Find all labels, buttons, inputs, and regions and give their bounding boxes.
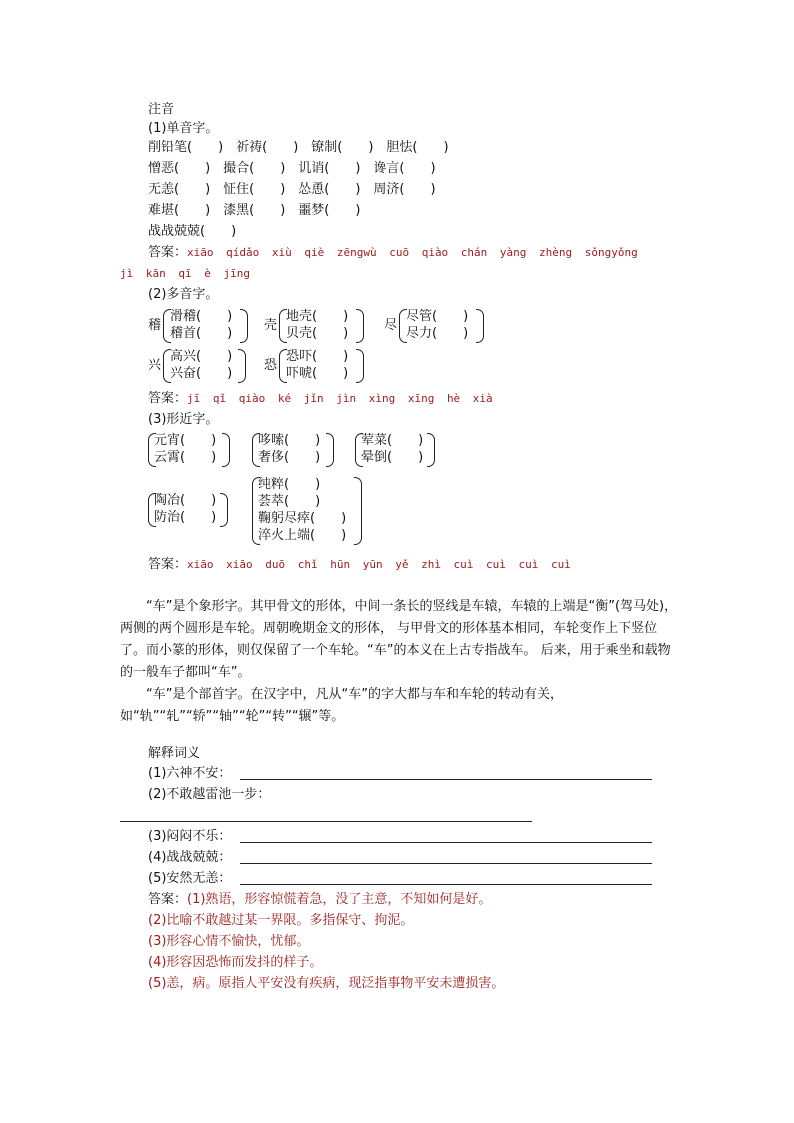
- right-brace: [240, 309, 248, 343]
- poly-item: 贝壳( ): [286, 326, 349, 341]
- single-answer: [148, 245, 638, 261]
- answer-blank-line[interactable]: [120, 821, 532, 822]
- answer-label: 答案：: [148, 557, 188, 572]
- poly-char: 壳: [264, 318, 278, 333]
- poly-item: 尽力( ): [406, 326, 469, 341]
- right-brace: [222, 433, 230, 467]
- section-title-pronunciation: 注音: [148, 102, 175, 117]
- poly-item: 尽管( ): [406, 309, 469, 324]
- section-title-definitions: 解释词义: [148, 746, 201, 761]
- single-row-5: 战战兢兢( ): [148, 224, 237, 239]
- answer-blank-line[interactable]: [240, 842, 652, 843]
- right-brace: [238, 349, 246, 383]
- poly-answer-text: jī qǐ qiào ké jǐn jìn xìng xīng hè xià: [187, 392, 493, 405]
- right-brace: [326, 433, 334, 467]
- shape-item: 鞠躬尽瘁( ): [258, 511, 347, 526]
- definition-item-5: (5)安然无恙：: [148, 871, 232, 886]
- reading-paragraph-1: “车”是个象形字。其甲骨文的形体，中间一条长的竖线是车辕，车辕的上端是“衡”(驾马处)，两侧的两个圆形是车轮。周朝晚期金文的形体， 与甲骨文的形体基本相同，车轮变作上下竖位了。而小篆的形体，则仅保留了一个车轮。“车”的本义在上古专指战车。 后来，用于乘坐和载物的一般车子都叫“车”。: [120, 599, 678, 680]
- shape-group-1: [148, 433, 230, 467]
- poly-item: 滑稽( ): [170, 309, 233, 324]
- right-brace: [356, 349, 364, 383]
- answer-label: 答案：: [148, 391, 188, 406]
- definition-item-1: (1)六神不安：: [148, 766, 232, 781]
- answer-blank-line[interactable]: [240, 779, 652, 780]
- poly-item: 兴奋( ): [170, 366, 233, 381]
- shape-group-5: [252, 477, 362, 545]
- poly-char: 恐: [264, 358, 278, 373]
- poly-group-jin: [384, 309, 484, 343]
- single-row-4: 难堪( ) 漆黑( ) 噩梦( ): [148, 203, 361, 218]
- shape-group-2: [252, 433, 334, 467]
- right-brace: [476, 309, 484, 343]
- right-brace: [427, 433, 435, 467]
- single-row-1: 削铅笔( ) 祈祷( ) 镣制( ) 胆怯( ): [148, 140, 449, 155]
- single-heading: (1)单音字。: [148, 121, 219, 136]
- single-answer-line2: jì kān qī è jīng: [120, 267, 250, 280]
- answer-label: 答案：: [148, 245, 188, 260]
- single-answer-line1: xiāo qídǎo xiù qiè zēngwù cuō qiào chán yàng zhèng sǒngyǒng: [187, 246, 638, 259]
- definition-answer-text: (1)熟语，形容惊慌着急，没了主意，不知如何是好。: [187, 892, 492, 907]
- shape-item: 防治( ): [154, 510, 217, 525]
- shape-item: 陶冶( ): [154, 493, 217, 508]
- poly-item: 吓唬( ): [286, 366, 349, 381]
- shape-item: 晕倒( ): [361, 450, 424, 465]
- poly-group-xing: [148, 349, 246, 383]
- poly-char: 稽: [148, 318, 162, 333]
- poly-char: 尽: [384, 318, 398, 333]
- poly-group-ke: [264, 309, 364, 343]
- single-row-3: 无恙( ) 怔住( ) 怂恿( ) 周济( ): [148, 182, 436, 197]
- poly-answer: [148, 391, 493, 407]
- definition-answer-5: (5)恙，病。原指人平安没有疾病，现泛指事物平安未遭损害。: [148, 976, 505, 991]
- definition-item-4: (4)战战兢兢：: [148, 850, 232, 865]
- poly-item: 恐吓( ): [286, 349, 349, 364]
- poly-group-kong: [264, 349, 364, 383]
- answer-label: 答案：: [148, 892, 188, 907]
- shape-group-3: [355, 433, 435, 467]
- definition-item-3: (3)闷闷不乐：: [148, 829, 232, 844]
- reading-paragraph-2: “车”是个部首字。在汉字中，凡从“车”的字大都与车和车轮的转动有关，如“轨”“轧”“轿”“轴”“轮”“转”“辗”等。: [120, 687, 563, 724]
- right-brace: [356, 309, 364, 343]
- shape-item: 奢侈( ): [258, 450, 321, 465]
- shape-item: 淬火上端( ): [258, 528, 347, 543]
- poly-group-ji: [148, 309, 248, 343]
- poly-item: 地壳( ): [286, 309, 349, 324]
- single-row-2: 憎恶( ) 撮合( ) 讥诮( ) 谗言( ): [148, 161, 436, 176]
- shape-item: 云霄( ): [154, 450, 217, 465]
- definition-answer-3: (3)形容心情不愉快，忧郁。: [148, 934, 310, 949]
- shape-item: 元宵( ): [154, 433, 217, 448]
- definition-answer-1: [148, 892, 491, 908]
- shape-answer: [148, 557, 571, 573]
- definition-item-2: (2)不敢越雷池一步：: [148, 787, 271, 802]
- answer-blank-line[interactable]: [240, 863, 652, 864]
- definition-answer-2: (2)比喻不敢越过某一界限。多指保守、拘泥。: [148, 913, 414, 928]
- poly-char: 兴: [148, 358, 162, 373]
- shape-group-4: [148, 493, 228, 527]
- answer-blank-line[interactable]: [240, 884, 652, 885]
- poly-heading: (2)多音字。: [148, 287, 219, 302]
- shape-heading: (3)形近字。: [148, 412, 219, 427]
- right-brace: [220, 493, 228, 527]
- shape-item: 荤菜( ): [361, 433, 424, 448]
- poly-item: 高兴( ): [170, 349, 233, 364]
- shape-answer-text: xiāo xiāo duō chǐ hūn yūn yě zhì cuì cuì cuì cuì: [187, 558, 571, 571]
- poly-item: 稽首( ): [170, 326, 233, 341]
- definition-answer-4: (4)形容因恐怖而发抖的样子。: [148, 955, 323, 970]
- shape-item: 哆嗦( ): [258, 433, 321, 448]
- shape-item: 荟萃( ): [258, 494, 321, 509]
- shape-item: 纯粹( ): [258, 477, 321, 492]
- right-brace: [354, 477, 362, 545]
